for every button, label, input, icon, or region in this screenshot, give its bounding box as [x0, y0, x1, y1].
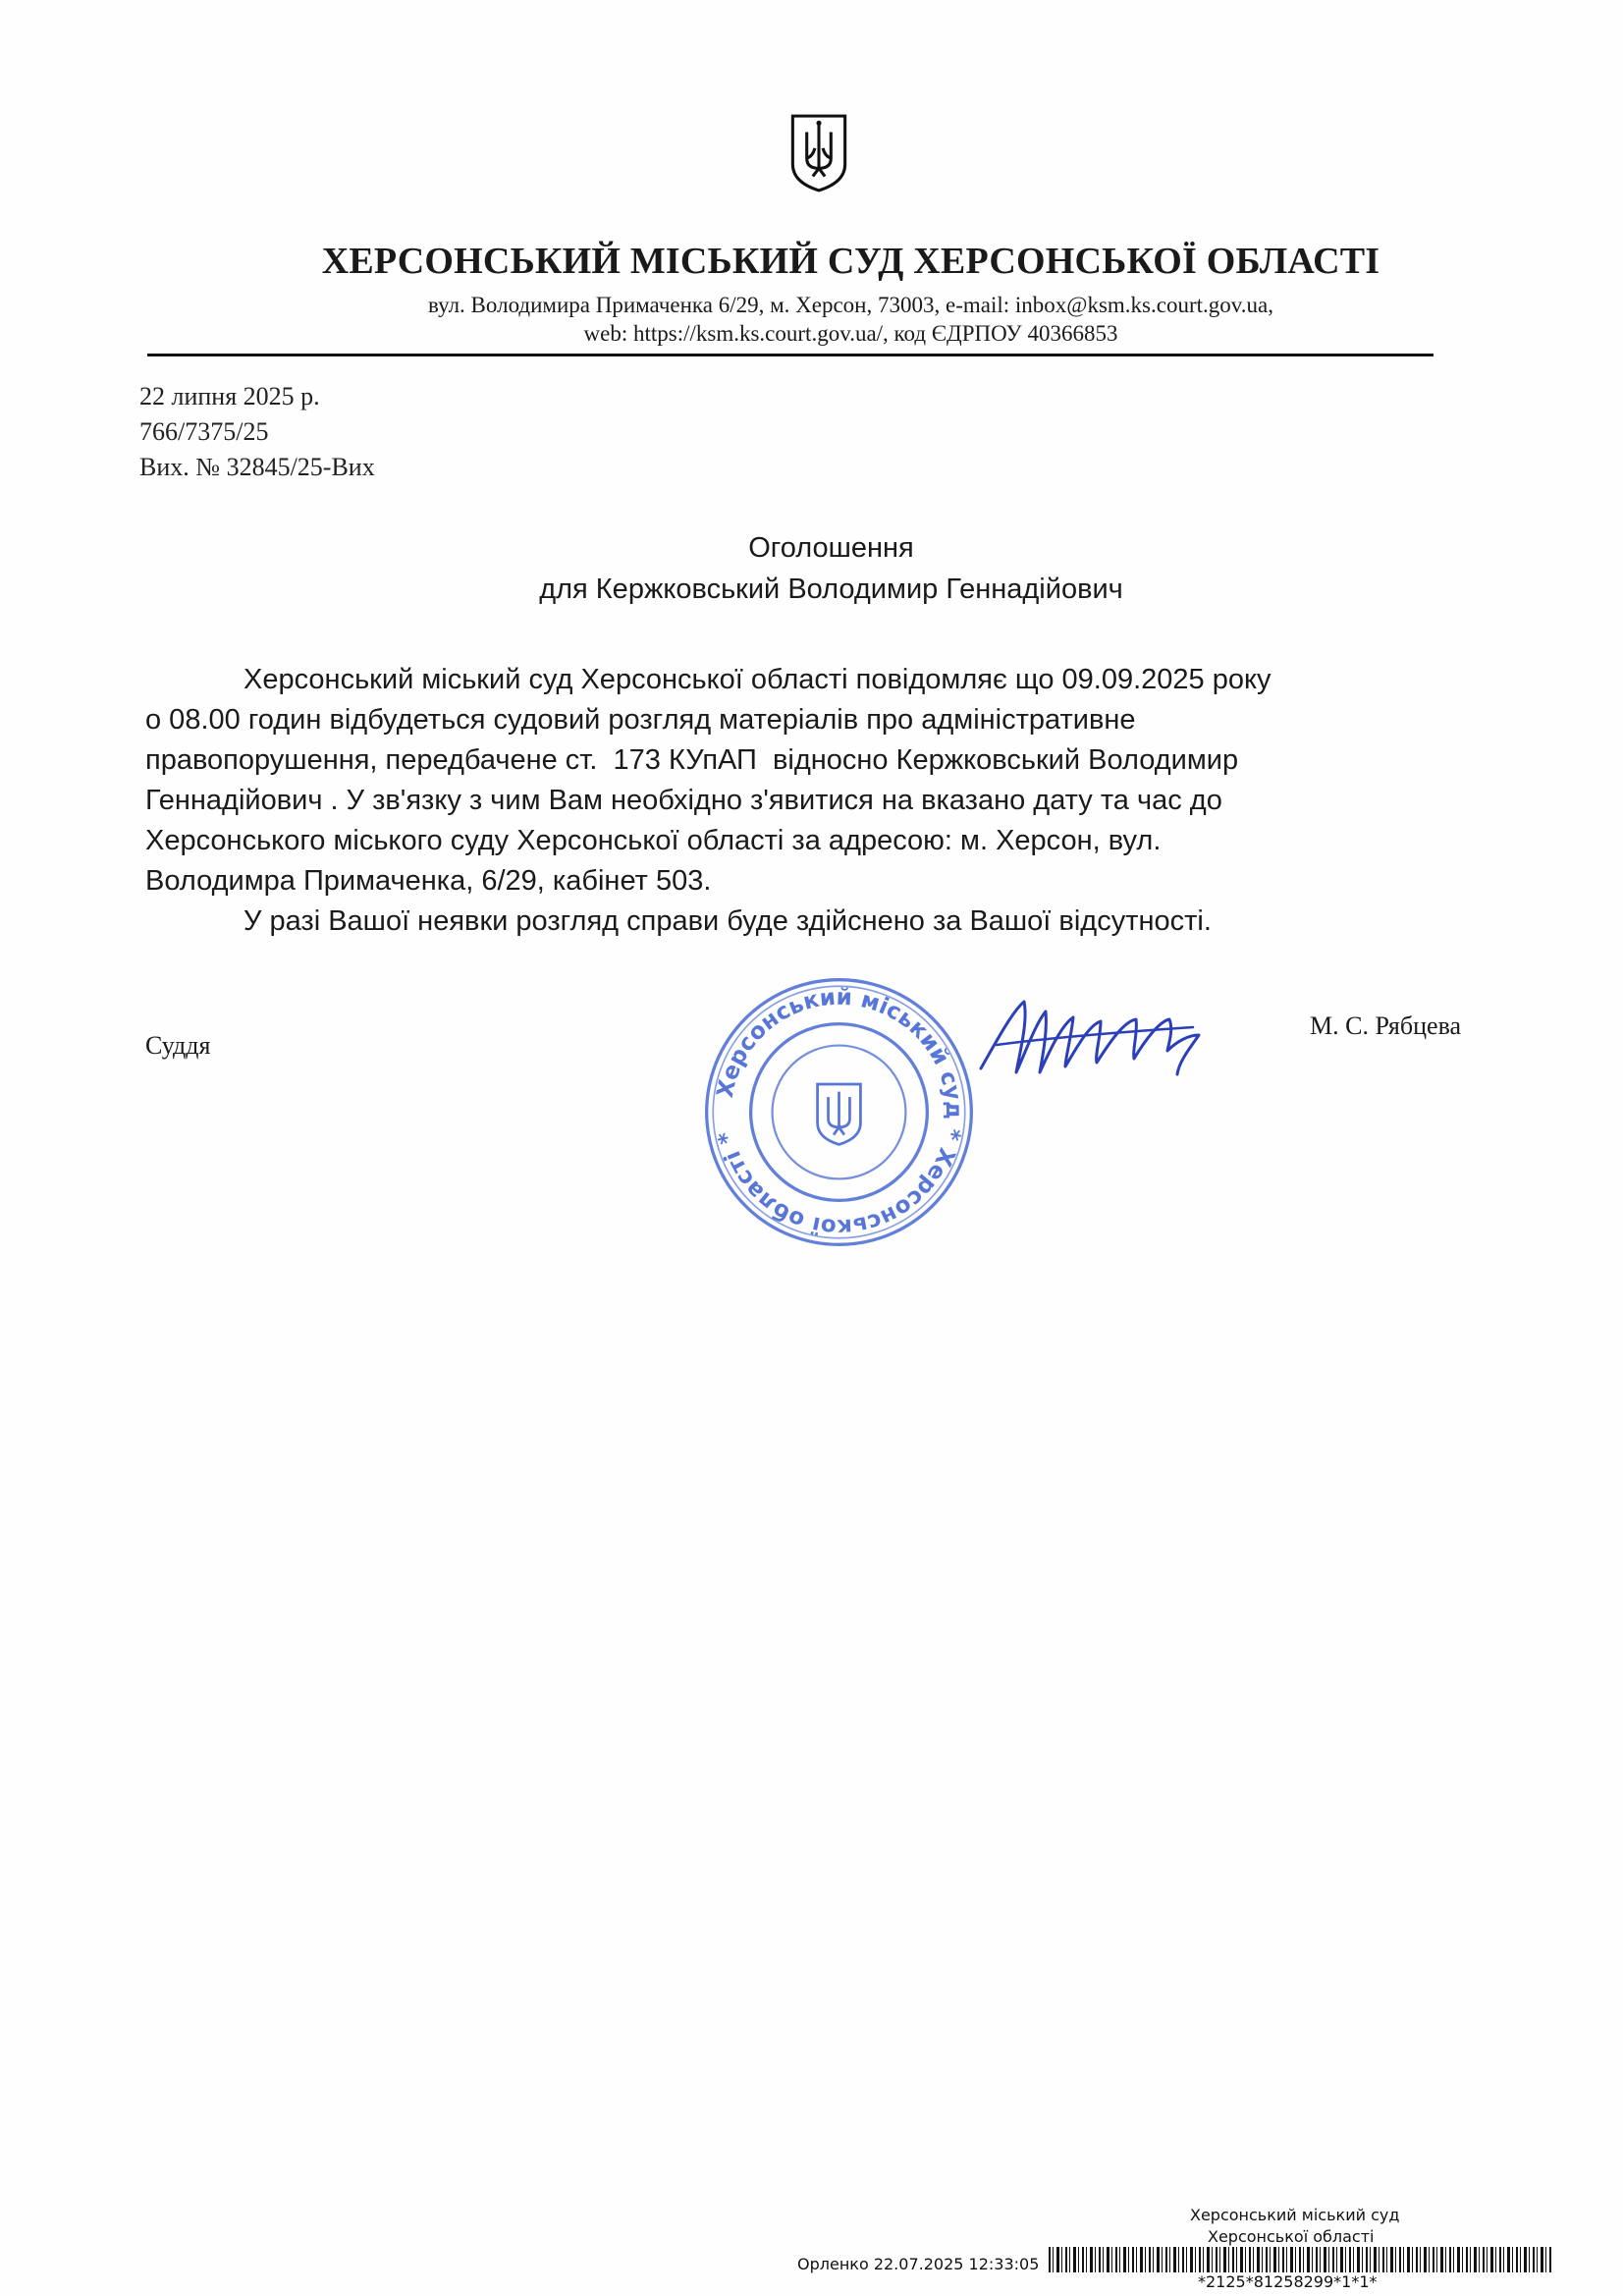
- header-divider: [147, 354, 1434, 356]
- court-address: вул. Володимира Примаченка 6/29, м. Херсон, 73003, e-mail: inbox@ksm.ks.court.gov.ua,: [428, 293, 1273, 317]
- body-line: Херсонський міський суд Херсонської області повідомляє що 09.09.2025 року: [243, 664, 1271, 695]
- court-web-line: web: https://ksm.ks.court.gov.ua/, код ЄДРПОУ 40366853: [583, 321, 1118, 346]
- announcement-body: [145, 660, 1520, 942]
- barcode-text: *2125*81258299*1*1*: [1198, 2272, 1378, 2291]
- body-line: Володимра Примаченка, 6/29, кабінет 503.: [145, 865, 712, 897]
- judge-name: М. С. Рябцева: [1310, 1011, 1462, 1040]
- footer-court-line2: Херсонської області: [1208, 2227, 1375, 2246]
- body-line: Херсонського міського суду Херсонської області за адресою: м. Херсон, вул.: [145, 825, 1162, 856]
- footer-court-line1: Херсонський міський суд: [1190, 2206, 1400, 2224]
- judge-role: Суддя: [145, 1031, 211, 1060]
- document-addressee: для Кержковський Володимир Геннадійович: [539, 574, 1123, 605]
- document-title: Оголошення: [748, 532, 914, 564]
- case-number: 766/7375/25: [139, 417, 269, 446]
- court-name: ХЕРСОНСЬКИЙ МІСЬКИЙ СУД ХЕРСОНСЬКОЇ ОБЛАСТІ: [321, 241, 1380, 282]
- seal-outer-text: Херсонський міський суд * Херсонської області *: [712, 984, 967, 1240]
- body-line: о 08.00 годин відбудеться судовий розгляд матеріалів про адміністративне: [145, 704, 1136, 736]
- operator-timestamp: Орленко 22.07.2025 12:33:05: [797, 2255, 1040, 2273]
- outgoing-number: Вих. № 32845/25-Вих: [139, 453, 375, 481]
- judge-signature: [967, 982, 1222, 1090]
- coat-of-arms-icon: [788, 112, 849, 192]
- court-seal: [699, 972, 979, 1252]
- absence-notice: У разі Вашої неявки розгляд справи буде здійснено за Вашої відсутності.: [243, 905, 1212, 937]
- seal-emblem-icon: [818, 1084, 861, 1144]
- barcode: [1049, 2247, 1551, 2272]
- body-line: Геннадійович . У зв'язку з чим Вам необхідно з'явитися на вказано дату та час до: [145, 785, 1222, 816]
- document-date: 22 липня 2025 р.: [139, 382, 320, 410]
- registration-footer: [785, 2206, 1561, 2294]
- document-meta: [139, 379, 375, 485]
- body-line: правопорушення, передбачене ст. 173 КУпАП відносно Кержковський Володимир: [145, 744, 1239, 776]
